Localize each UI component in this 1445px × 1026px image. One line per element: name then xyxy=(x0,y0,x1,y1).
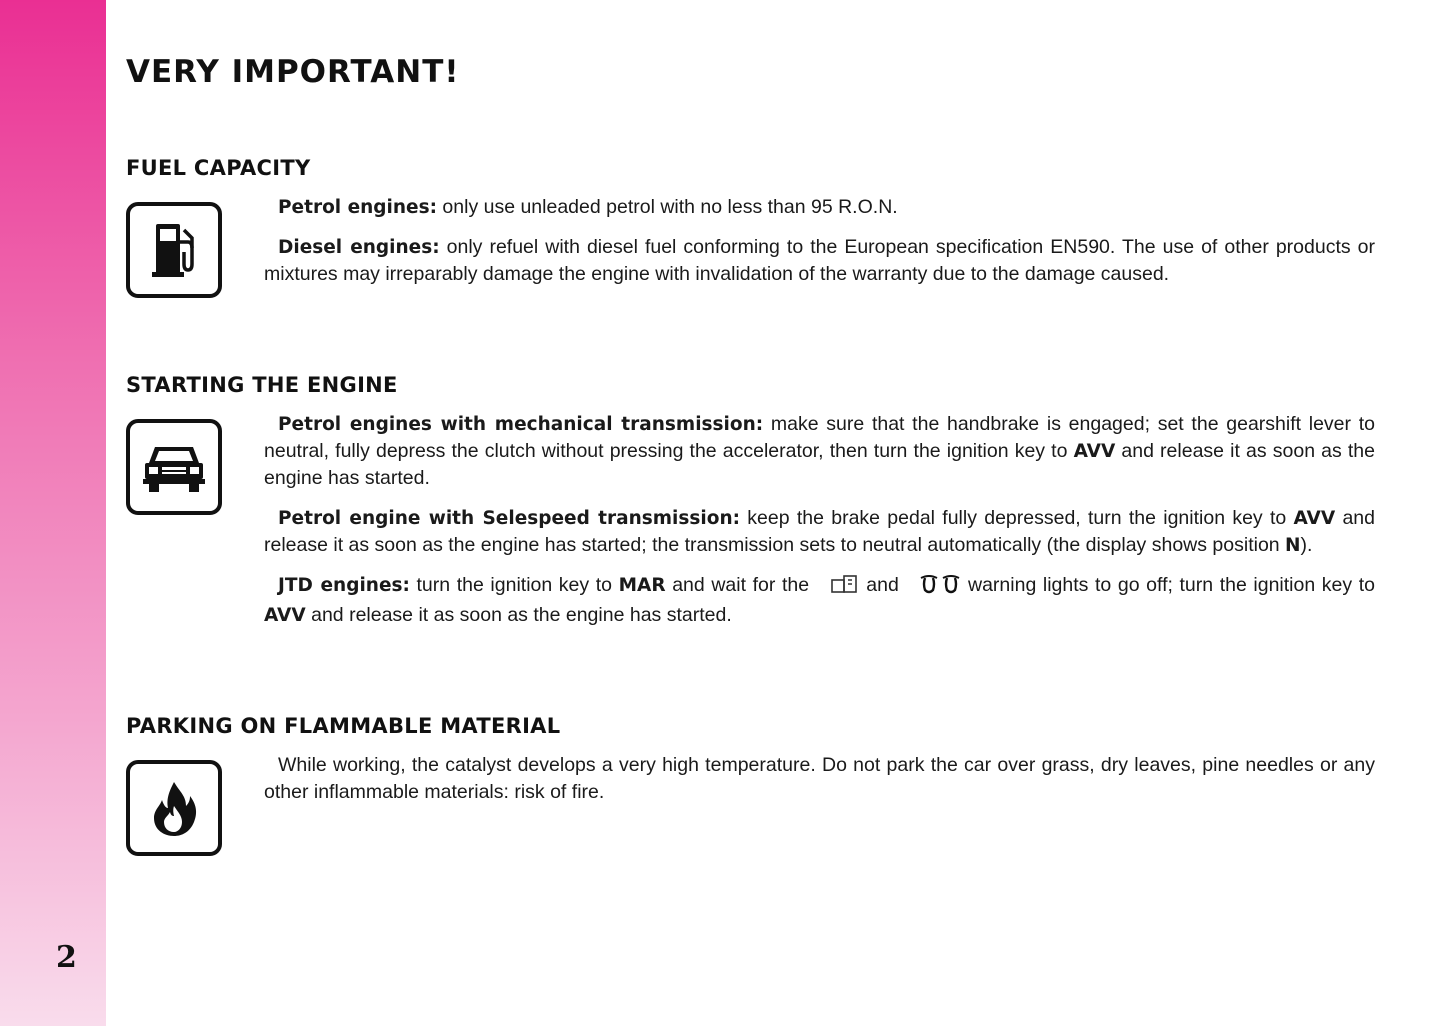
mechanical-transmission-paragraph: Petrol engines with mechanical transmission: make sure that the handbrake is engaged; set the gearshift lever to neutral, fully depress the clutch without pressing the accelerator, then turn the ignition key to AVV and release it as soon as the engine has started. xyxy=(264,413,1375,489)
page-number: 2 xyxy=(56,940,77,975)
jtd-engines-paragraph: JTD engines: turn the ignition key to MAR and wait for the and warning lights to go off; turn the ignition key to AVV and release it as soon as the engine has started. xyxy=(264,574,1375,626)
starting-engine-heading: STARTING THE ENGINE xyxy=(126,373,398,397)
glow-plug-warning-icon xyxy=(905,574,961,602)
car-front-icon xyxy=(126,419,222,515)
parking-paragraph: While working, the catalyst develops a very high temperature. Do not park the car over grass, dry leaves, pine needles or any other inflammable materials: risk of fire. xyxy=(264,754,1375,803)
page-title: VERY IMPORTANT! xyxy=(126,54,460,90)
diesel-paragraph: Diesel engines: only refuel with diesel fuel conforming to the European specification EN590. The use of other products or mixtures may irreparably damage the engine with invalidation of the warranty due to the damage caused. xyxy=(264,236,1375,285)
injection-warning-icon xyxy=(816,574,860,602)
fuel-pump-icon xyxy=(126,202,222,298)
parking-heading: PARKING ON FLAMMABLE MATERIAL xyxy=(126,714,561,738)
parking-section xyxy=(126,714,1376,819)
flame-icon xyxy=(126,760,222,856)
parking-text xyxy=(264,752,1375,806)
petrol-paragraph: Petrol engines: only use unleaded petrol with no less than 95 R.O.N. xyxy=(278,196,898,218)
selespeed-transmission-paragraph: Petrol engine with Selespeed transmission: keep the brake pedal fully depressed, turn the ignition key to AVV and release it as soon as the engine has started; the transmission sets to neutral automatically (the display shows position N). xyxy=(264,507,1375,556)
starting-engine-text xyxy=(264,411,1375,629)
starting-engine-section xyxy=(126,373,1376,642)
fuel-capacity-text xyxy=(264,194,1375,288)
fuel-capacity-heading: FUEL CAPACITY xyxy=(126,156,311,180)
side-color-band xyxy=(0,0,106,1026)
fuel-capacity-section xyxy=(126,156,1376,301)
